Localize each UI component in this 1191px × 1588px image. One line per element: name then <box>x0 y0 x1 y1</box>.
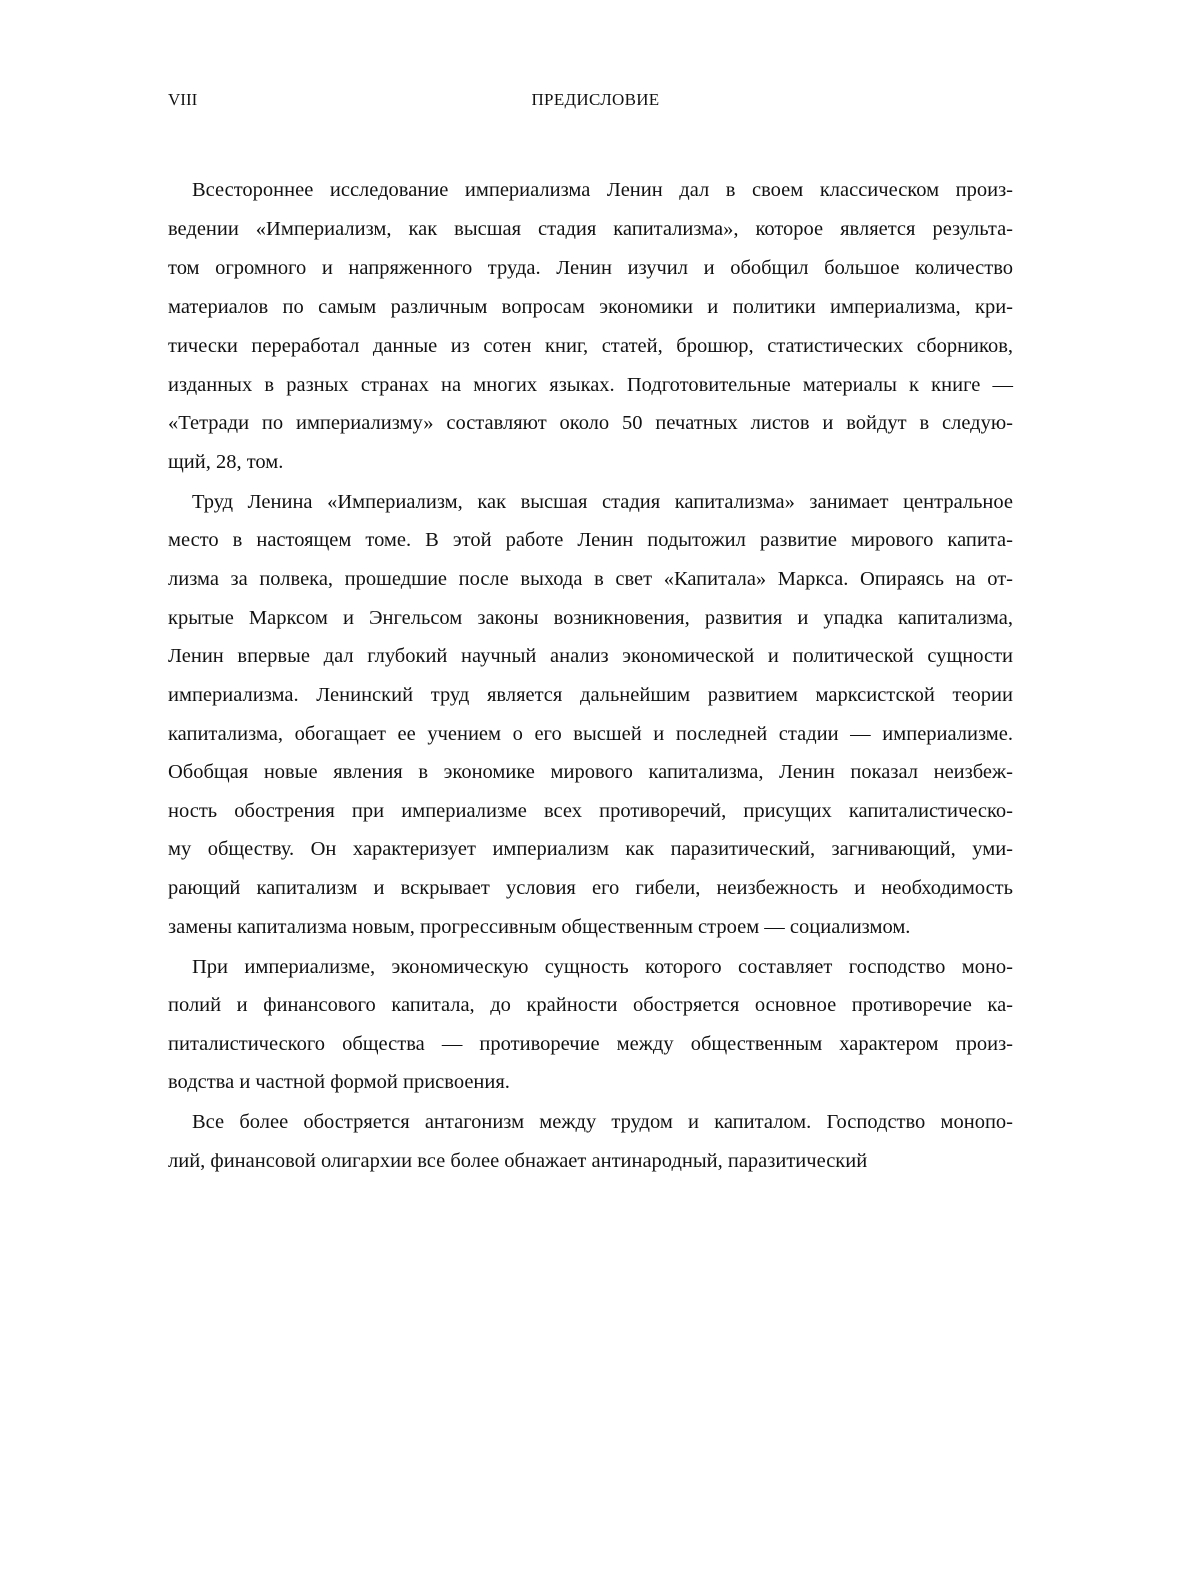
text-line: место в настоящем томе. В этой работе Ленин подытожил развитие мирового капита- <box>168 529 1013 551</box>
text-line: лизма за полвека, прошедшие после выхода в свет «Капитала» Маркса. Опираясь на от- <box>168 568 1013 590</box>
text-line: му обществу. Он характеризует империализм как паразитический, загнивающий, уми- <box>168 838 1013 860</box>
text-line: полий и финансового капитала, до крайности обостряется основное противоречие ка- <box>168 994 1013 1016</box>
text-line: империализма. Ленинский труд является дальнейшим развитием марксистской теории <box>168 684 1013 706</box>
text-line: рающий капитализм и вскрывает условия его гибели, неизбежность и необходимость <box>168 877 1013 899</box>
page-header <box>168 88 1023 112</box>
text-line: тически переработал данные из сотен книг, статей, брошюр, статистических сборников, <box>168 335 1013 357</box>
text-line: капитализма, обогащает ее учением о его высшей и последней стадии — империализме. <box>168 723 1013 745</box>
text-line: Всестороннее исследование империализма Ленин дал в своем классическом произ- <box>192 179 1013 201</box>
text-line: крытые Марксом и Энгельсом законы возникновения, развития и упадка капитализма, <box>168 607 1013 629</box>
text-line: Обобщая новые явления в экономике мирового капитализма, Ленин показал неизбеж- <box>168 761 1013 783</box>
text-line: лий, финансовой олигархии все более обнажает антинародный, паразитический <box>168 1150 868 1172</box>
text-line: ведении «Империализм, как высшая стадия капитализма», которое является результа- <box>168 218 1013 240</box>
text-line: том огромного и напряженного труда. Ленин изучил и обобщил большое количество <box>168 257 1013 279</box>
text-line: Ленин впервые дал глубокий научный анализ экономической и политической сущности <box>168 645 1013 667</box>
running-title: ПРЕДИСЛОВИЕ <box>531 90 660 109</box>
text-line: щий, 28, том. <box>168 451 284 473</box>
text-line: «Тетради по империализму» составляют около 50 печатных листов и войдут в следую- <box>168 412 1013 434</box>
text-line: замены капитализма новым, прогрессивным общественным строем — социализмом. <box>168 916 911 938</box>
page-number: VIII <box>168 90 198 109</box>
text-line: материалов по самым различным вопросам экономики и политики империализма, кри- <box>168 296 1013 318</box>
text-line: ность обострения при империализме всех противоречий, присущих капиталистическо- <box>168 800 1013 822</box>
text-line: изданных в разных странах на многих языках. Подготовительные материалы к книге — <box>168 374 1013 396</box>
text-line: водства и частной формой присвоения. <box>168 1071 510 1093</box>
text-line: питалистического общества — противоречие между общественным характером произ- <box>168 1033 1013 1055</box>
text-line: При империализме, экономическую сущность которого составляет господство моно- <box>192 956 1013 978</box>
text-line: Все более обостряется антагонизм между трудом и капиталом. Господство монопо- <box>192 1111 1013 1133</box>
text-line: Труд Ленина «Империализм, как высшая стадия капитализма» занимает центральное <box>192 491 1013 513</box>
